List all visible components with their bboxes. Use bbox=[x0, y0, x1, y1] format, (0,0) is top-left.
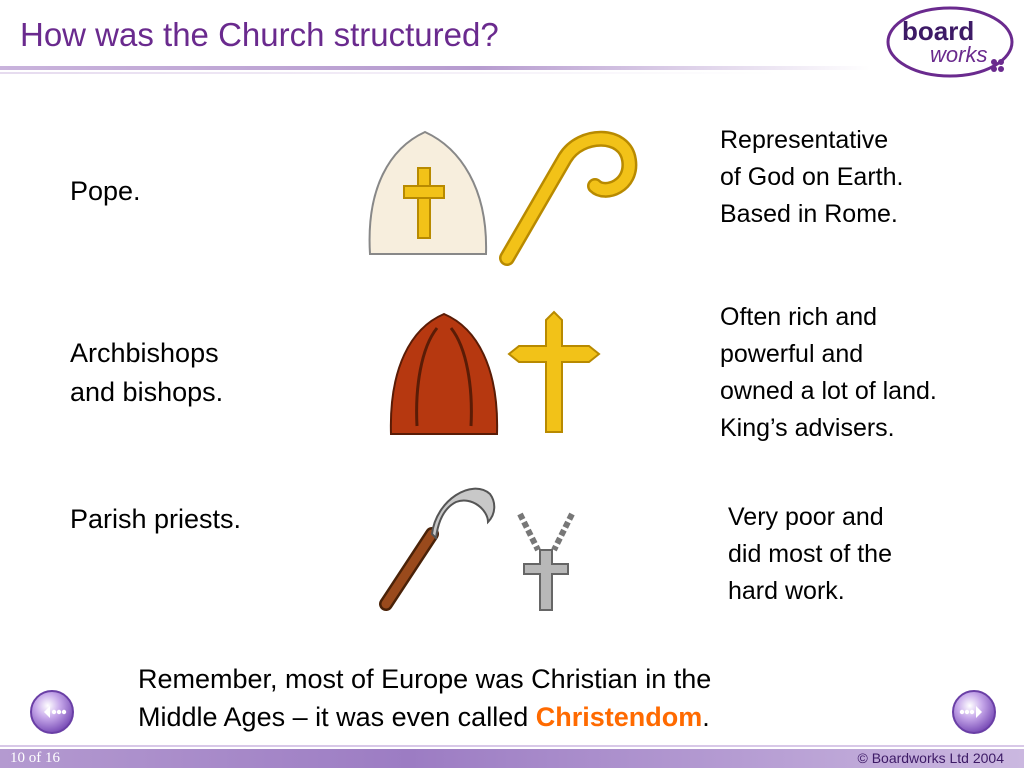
page-title: How was the Church structured? bbox=[20, 16, 499, 53]
desc-line: powerful and bbox=[720, 340, 864, 368]
row-desc-pope bbox=[720, 122, 903, 233]
christendom-highlight: Christendom bbox=[535, 702, 703, 732]
next-slide-button[interactable] bbox=[950, 688, 998, 736]
desc-line: of God on Earth. bbox=[720, 163, 904, 191]
remember-prefix: Middle Ages – it was even called bbox=[138, 702, 536, 732]
desc-line: owned a lot of land. bbox=[720, 377, 937, 405]
desc-line: did most of the bbox=[728, 540, 892, 568]
prev-slide-button[interactable] bbox=[28, 688, 76, 736]
row-label-priests bbox=[70, 500, 241, 539]
title-divider-shadow bbox=[0, 72, 780, 74]
row-desc-priests bbox=[728, 499, 892, 610]
crozier-icon bbox=[495, 128, 640, 268]
remember-suffix: . bbox=[702, 702, 710, 732]
row-label-line: Parish priests. bbox=[70, 504, 242, 534]
footer-divider bbox=[0, 745, 1024, 747]
desc-line: hard work. bbox=[728, 577, 845, 605]
boardworks-logo bbox=[886, 4, 1018, 84]
logo-word-works: works bbox=[930, 42, 988, 67]
row-label-bishops bbox=[70, 334, 223, 412]
copyright-notice: © Boardworks Ltd 2004 bbox=[857, 750, 1004, 766]
cross-pendant-icon bbox=[510, 510, 582, 614]
mitre-icon bbox=[385, 308, 503, 440]
desc-line: Very poor and bbox=[728, 503, 884, 531]
row-label-line: Pope. bbox=[70, 176, 141, 206]
desc-line: Based in Rome. bbox=[720, 200, 898, 228]
cross-icon bbox=[505, 310, 603, 438]
row-label-pope bbox=[70, 172, 141, 211]
desc-line: Often rich and bbox=[720, 303, 878, 331]
remember-line-2 bbox=[138, 698, 711, 736]
row-desc-bishops bbox=[720, 299, 937, 447]
desc-line: King’s advisers. bbox=[720, 414, 895, 442]
desc-line: Representative bbox=[720, 126, 889, 154]
row-label-line: and bishops. bbox=[70, 377, 224, 407]
logo-word-board: board bbox=[902, 16, 975, 46]
title-divider bbox=[0, 66, 870, 70]
mitre-icon bbox=[360, 128, 490, 260]
remember-note bbox=[138, 660, 711, 736]
row-label-line: Archbishops bbox=[70, 338, 219, 368]
remember-line-1: Remember, most of Europe was Christian in the bbox=[138, 664, 712, 694]
sickle-icon bbox=[372, 480, 504, 612]
slide-counter: 10 of 16 bbox=[10, 750, 60, 766]
